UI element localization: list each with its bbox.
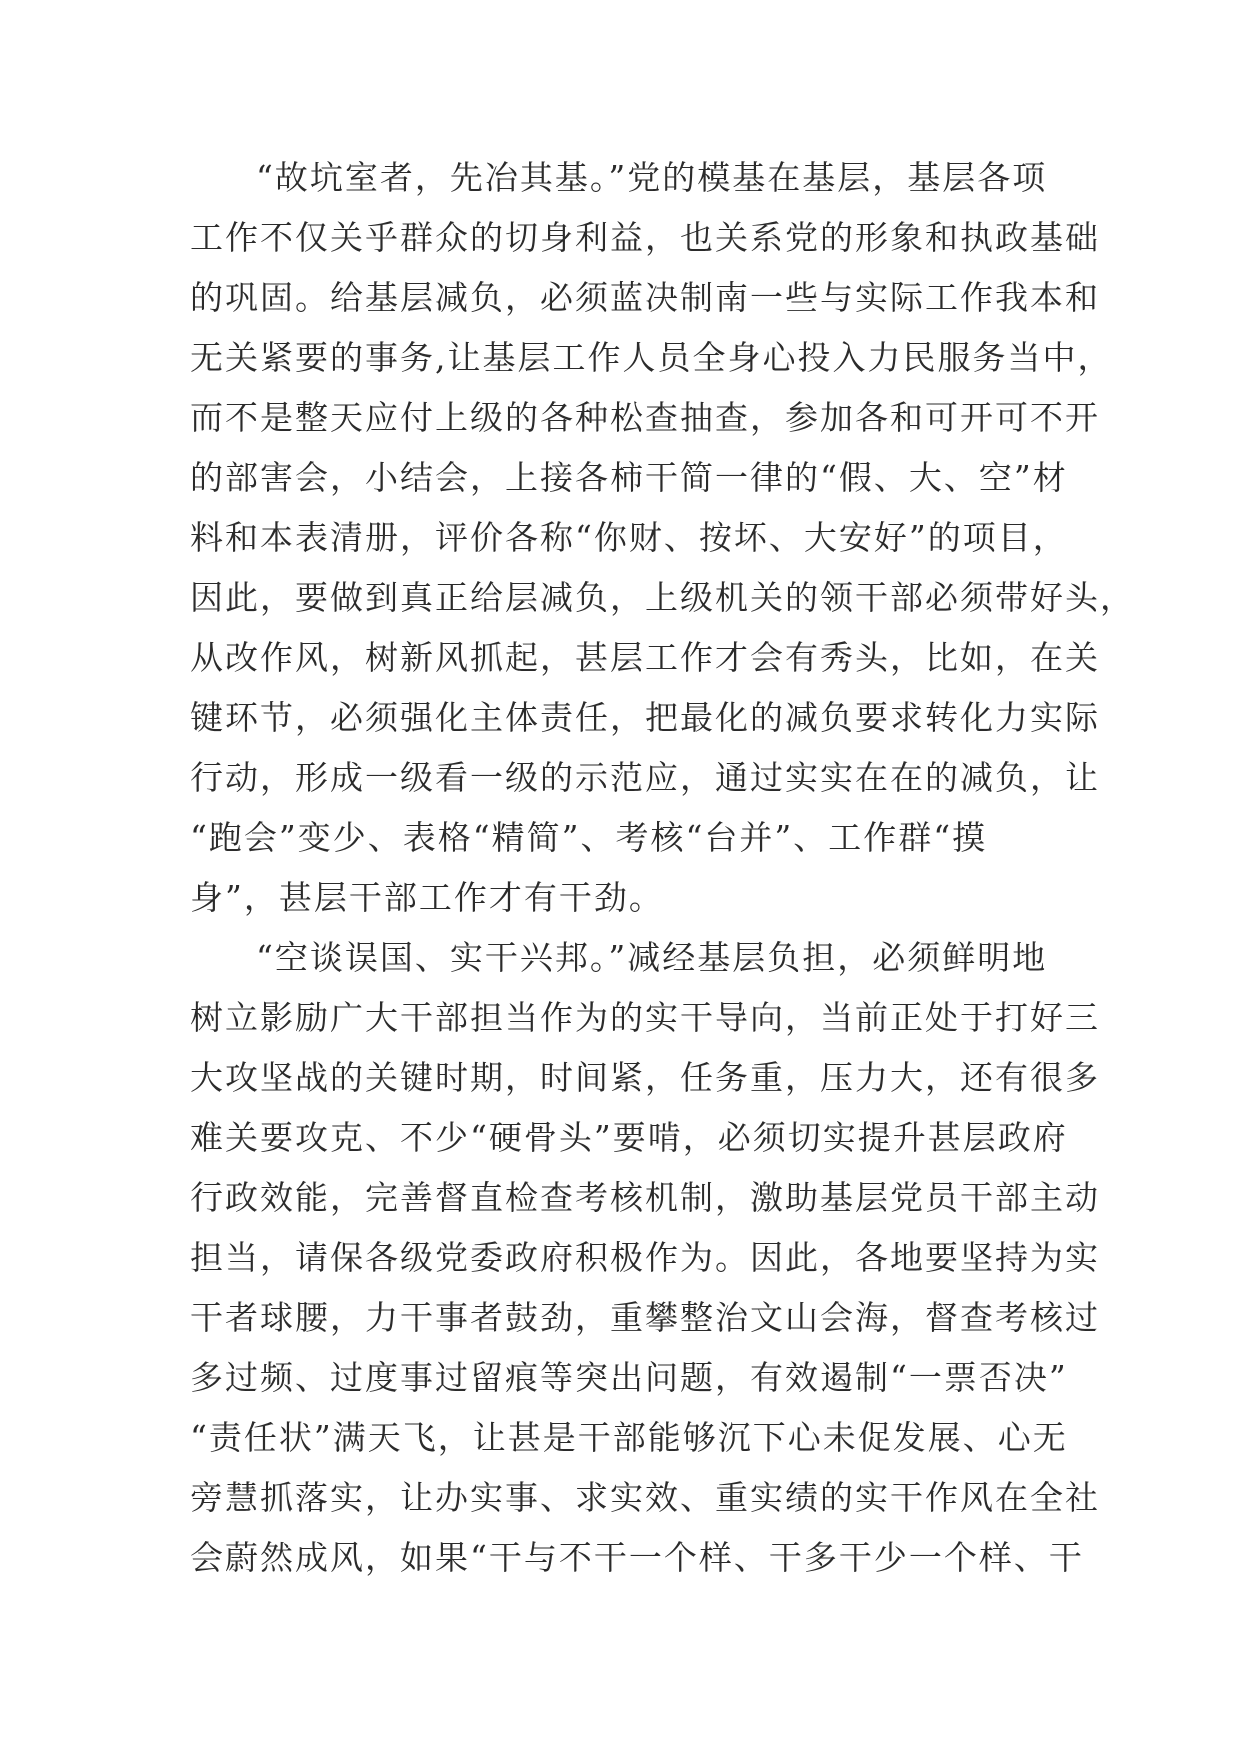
text-line: 工作不仅关乎群众的切身利益，也关系党的形象和执政基础 [190, 218, 1100, 257]
text-line: 会蔚然成风，如果“干与不干一个样、干多干少一个样、干 [190, 1538, 1084, 1577]
text-line: 键环节，必须强化主体责任，把最化的减负要求转化力实际 [190, 698, 1100, 737]
body-text [190, 148, 1135, 1588]
text-line: 行政效能，完善督直检查考核机制，激助基层党员干部主动 [190, 1178, 1100, 1217]
text-line: 行动，形成一级看一级的示范应，通过实实在在的减负，让 [190, 758, 1100, 797]
text-line: 而不是整天应付上级的各种松查抽查，参加各和可开可不开 [190, 398, 1100, 437]
text-line: 多过频、过度事过留痕等突出问题，有效遏制“一票否决” [190, 1358, 1068, 1397]
paragraph-2 [190, 928, 1100, 1588]
text-line: 的巩固。给基层减负，必须蓝决制南一些与实际工作我本和 [190, 278, 1100, 317]
text-line: 大攻坚战的关键时期，时间紧，任务重，压力大，还有很多 [190, 1058, 1100, 1097]
text-line: 无关紧要的事务,让基层工作人员全身心投入力民服务当中， [190, 338, 1113, 377]
text-line: 树立影励广大干部担当作为的实干导向，当前正处于打好三 [190, 998, 1100, 1037]
text-line: 旁慧抓落实，让办实事、求实效、重实绩的实干作风在全社 [190, 1478, 1100, 1517]
text-line: 从改作风，树新风抓起，甚层工作才会有秀头，比如，在关 [190, 638, 1100, 677]
text-line: 担当，请保各级党委政府积极作为。因此，各地要坚持为实 [190, 1238, 1100, 1277]
text-line: “跑会”变少、表格“精简”、考核“台并”、工作群“摸 [190, 818, 988, 857]
paragraph-1 [190, 148, 1135, 928]
text-line: “责任状”满天飞，让甚是干部能够沉下心未促发展、心无 [190, 1418, 1068, 1457]
text-line: 身”，甚层干部工作才有干劲。 [190, 878, 664, 917]
text-line: 的部害会，小结会，上接各柿干简一律的“假、大、空”材 [190, 458, 1068, 497]
text-line: “故坑室者，先冶其基。”党的模基在基层，基层各项 [256, 158, 1048, 197]
text-line: 料和本表清册，评价各称“你财、按坏、大安好”的项目， [190, 518, 1068, 557]
text-line: 干者球腰，力干事者鼓劲，重攀整治文山会海，督查考核过 [190, 1298, 1100, 1337]
text-line: 难关要攻克、不少“硬骨头”要啃，必须切实提升甚层政府 [190, 1118, 1068, 1157]
text-line: 因此，要做到真正给层减负，上级机关的领干部必须带好头， [190, 578, 1135, 617]
text-line: “空谈误国、实干兴邦。”减经基层负担，必须鲜明地 [256, 938, 1048, 977]
